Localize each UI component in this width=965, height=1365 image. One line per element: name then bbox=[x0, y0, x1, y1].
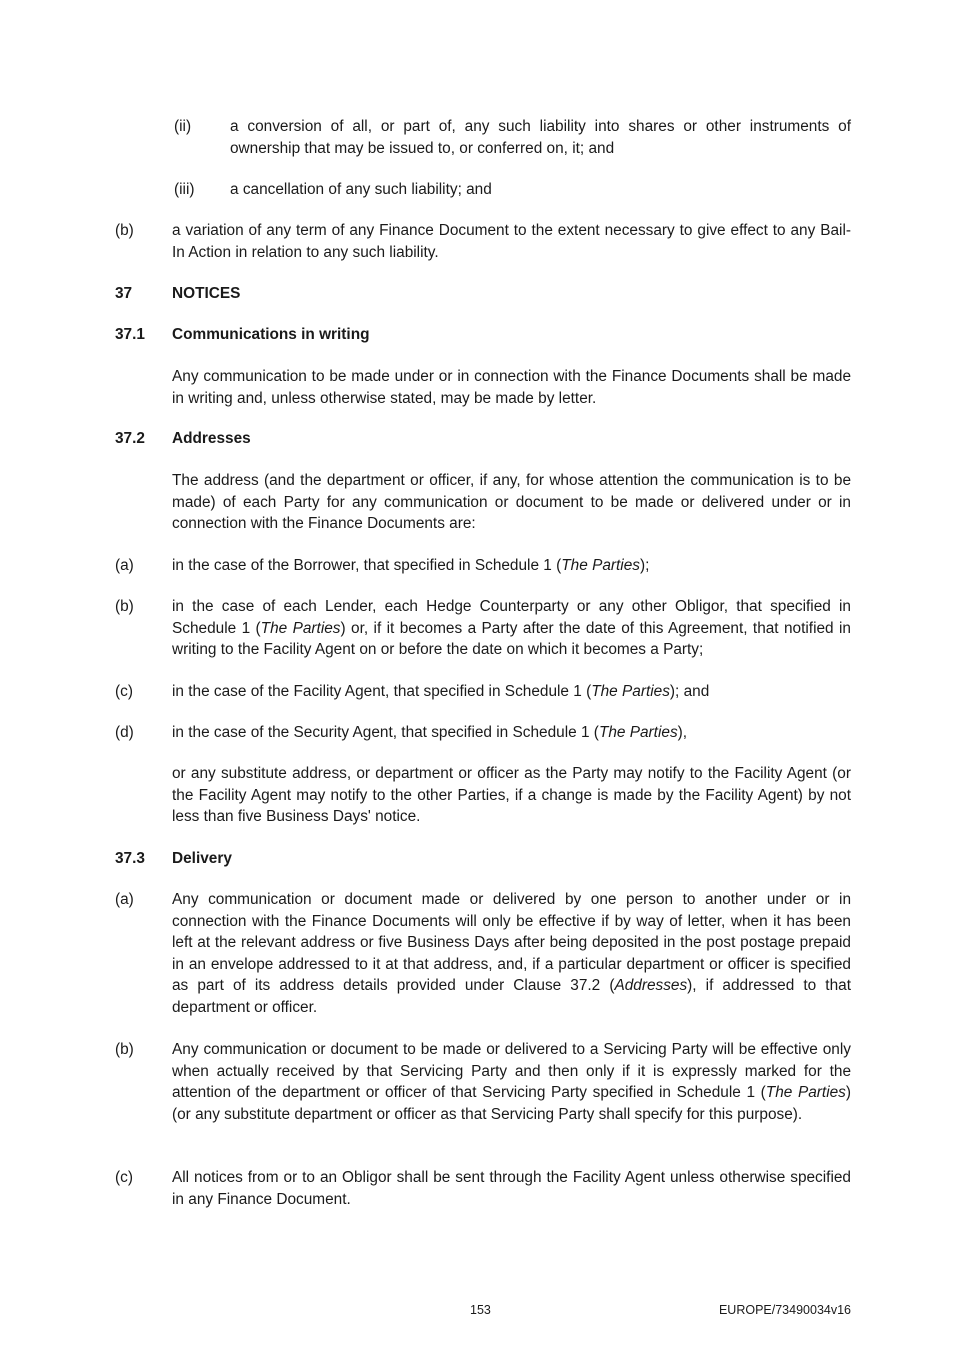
item-iii-text: a cancellation of any such liability; and bbox=[230, 181, 492, 198]
clause-37-3-number: 37.3 bbox=[115, 850, 145, 867]
addresses-a-label: (a) bbox=[115, 557, 134, 574]
item-b-label: (b) bbox=[115, 222, 134, 239]
document-reference: EUROPE/73490034v16 bbox=[718, 1303, 851, 1317]
delivery-b-label: (b) bbox=[115, 1041, 134, 1058]
clause-37-2-number: 37.2 bbox=[115, 430, 145, 447]
item-ii-text: a conversion of all, or part of, any such liability into shares or other instruments of ownership that may be issued to, or conferred on, it; and bbox=[230, 118, 851, 157]
item-ii-label: (ii) bbox=[174, 118, 192, 135]
clause-37-2-title: Addresses bbox=[172, 430, 251, 447]
page-number: 153 bbox=[470, 1303, 491, 1317]
clause-37-3-title: Delivery bbox=[172, 850, 232, 867]
clause-37-title: NOTICES bbox=[172, 285, 241, 302]
clause-37-1-body: Any communication to be made under or in connection with the Finance Documents shall be made in writing and, unless otherwise stated, may be made by letter. bbox=[172, 368, 851, 407]
delivery-c-text: All notices from or to an Obligor shall be sent through the Facility Agent unless otherwise specified in any Finance Document. bbox=[172, 1169, 851, 1208]
addresses-c-label: (c) bbox=[115, 683, 133, 700]
item-b-text: a variation of any term of any Finance Document to the extent necessary to give effect to any Bail-In Action in relation to any such liability. bbox=[172, 222, 851, 261]
addresses-d-label: (d) bbox=[115, 724, 134, 741]
clause-37-1-title: Communications in writing bbox=[172, 326, 370, 343]
clause-37-number: 37 bbox=[115, 285, 133, 302]
addresses-b-text: in the case of each Lender, each Hedge Counterparty or any other Obligor, that specified in Schedule 1 (The Parties) or, if it becomes a Party after the date of this Agreement, that notified in writing to the Facility Agent on or before the date on which it becomes a Party; bbox=[172, 598, 851, 659]
addresses-d-text: in the case of the Security Agent, that specified in Schedule 1 (The Parties), bbox=[172, 724, 688, 741]
delivery-a-text: Any communication or document made or delivered by one person to another under or in connection with the Finance Documents will only be effective if by way of letter, when it has been left at the relevant address or five Business Days after being deposited in the post postage prepaid in an envelope addressed to it at that address, and, if a particular department or officer is specified as part of its address details provided under Clause 37.2 (Addresses), if addressed to that department or officer. bbox=[172, 891, 851, 1016]
item-iii-label: (iii) bbox=[174, 181, 195, 198]
clause-37-1-number: 37.1 bbox=[115, 326, 145, 343]
addresses-a-text: in the case of the Borrower, that specified in Schedule 1 (The Parties); bbox=[172, 557, 650, 574]
clause-37-2-intro: The address (and the department or officer, if any, for whose attention the communication is to be made) of each Party for any communication or document to be made or delivered under or in connection with the Finance Documents are: bbox=[172, 472, 851, 533]
addresses-c-text: in the case of the Facility Agent, that specified in Schedule 1 (The Parties); and bbox=[172, 683, 710, 700]
delivery-a-label: (a) bbox=[115, 891, 134, 908]
addresses-b-label: (b) bbox=[115, 598, 134, 615]
addresses-tail: or any substitute address, or department or officer as the Party may notify to the Facility Agent (or the Facility Agent may notify to the other Parties, if a change is made by the Facility Agent) by not less than five Business Days' notice. bbox=[172, 765, 851, 826]
delivery-c-label: (c) bbox=[115, 1169, 133, 1186]
delivery-b-text: Any communication or document to be made or delivered to a Servicing Party will be effective only when actually received by that Servicing Party and then only if it is expressly marked for the attention of the department or officer of that Servicing Party specified in Schedule 1 (The Parties) (or any substitute department or officer as that Servicing Party shall specify for this purpose). bbox=[172, 1041, 852, 1123]
